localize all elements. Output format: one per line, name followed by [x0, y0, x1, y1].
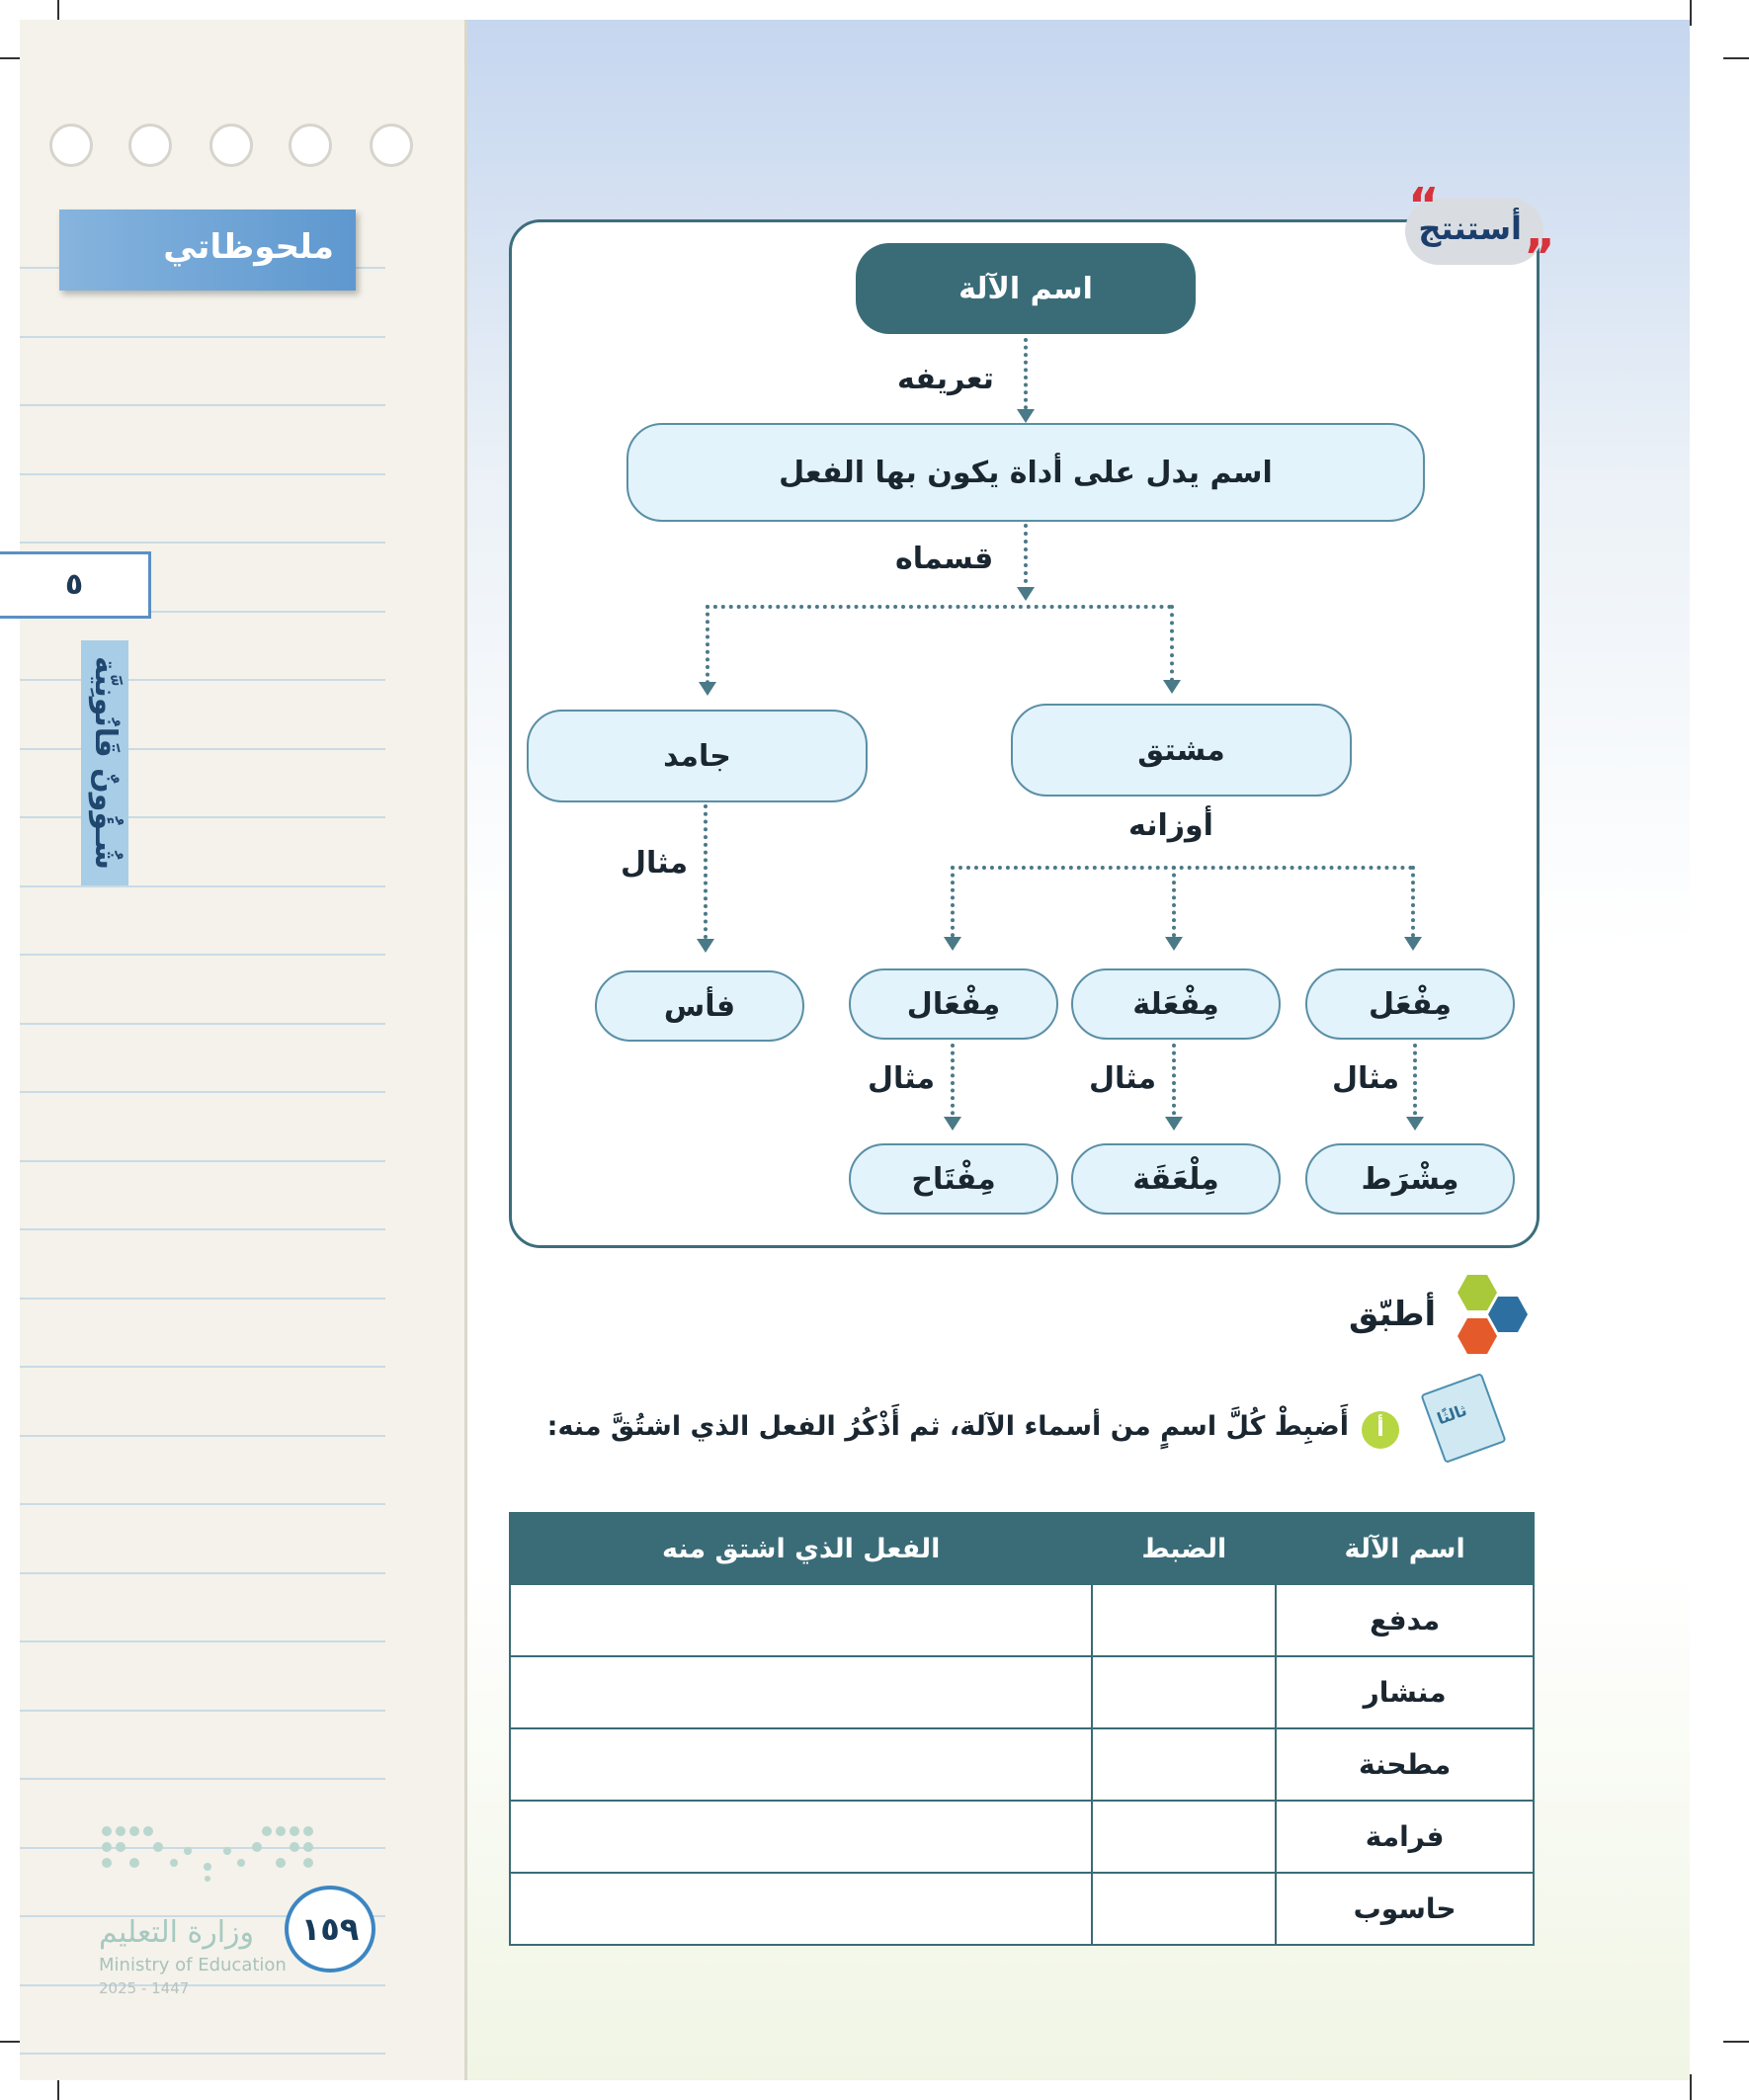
binder-hole [289, 124, 332, 167]
connector-line [706, 605, 1172, 609]
patterns-label: أوزانه [1128, 808, 1213, 843]
answer-cell[interactable] [1092, 1801, 1276, 1873]
ruled-line [20, 1091, 385, 1093]
tool-name-cell: مدفع [1276, 1584, 1534, 1656]
notes-tab [59, 210, 356, 291]
ruled-line [20, 1023, 385, 1025]
ruled-line [20, 1435, 385, 1437]
definition-label: تعريفه [897, 362, 994, 396]
table-row [510, 1873, 1534, 1945]
answer-cell[interactable] [1092, 1656, 1276, 1728]
ruled-line [20, 885, 385, 887]
ruled-line [20, 404, 385, 406]
answer-cell[interactable] [510, 1584, 1092, 1656]
instruction-text: أَضبِطْ كُلَّ اسمٍ من أسماء الآلة، ثم أَذْكُرُ الفعل الذي اشتُقَّ منه: [546, 1411, 1349, 1442]
quote-open-icon: “ [1408, 178, 1440, 233]
notes-panel [20, 20, 467, 2080]
arrow-icon [944, 1117, 961, 1131]
arrow-icon [699, 682, 716, 696]
answer-cell[interactable] [1092, 1728, 1276, 1801]
unit-title-ribbon: شُـؤُونٌ قَانُونِيَّة [81, 640, 128, 885]
answer-cell[interactable] [1092, 1584, 1276, 1656]
ruled-line [20, 748, 385, 750]
table-header: اسم الآلة [1276, 1513, 1534, 1584]
example-label: مثال [1089, 1061, 1157, 1096]
connector-line [704, 804, 708, 947]
connector-line [1411, 866, 1415, 945]
connector-line [706, 605, 709, 692]
answer-cell[interactable] [1092, 1873, 1276, 1945]
example-node: مِلْعَقَة [1071, 1143, 1281, 1215]
arrow-icon [1404, 937, 1422, 951]
arrow-icon [944, 937, 961, 951]
apply-title: أطبّق [1349, 1295, 1437, 1334]
connector-line [1024, 338, 1028, 417]
pattern-node: مِفْعَل [1305, 968, 1515, 1040]
ruled-line [20, 2053, 385, 2055]
table-row [510, 1584, 1534, 1656]
crop-mark [1690, 2074, 1692, 2100]
binder-hole [128, 124, 172, 167]
root-node: اسم الآلة [856, 243, 1196, 334]
ruled-line [20, 1778, 385, 1780]
quote-close-icon: ” [1524, 229, 1555, 285]
pattern-node: مِفْعَلة [1071, 968, 1281, 1040]
ruled-line [20, 1366, 385, 1368]
ministry-name-en: Ministry of Education [99, 1955, 287, 1975]
ruled-line [20, 1710, 385, 1712]
unit-number: ٥ [0, 551, 151, 619]
exercise-table [509, 1512, 1535, 1946]
binder-hole [370, 124, 413, 167]
solid-example-node: فأس [595, 970, 804, 1042]
ruled-line [20, 473, 385, 475]
tool-name-cell: مطحنة [1276, 1728, 1534, 1801]
tool-name-cell: حاسوب [1276, 1873, 1534, 1945]
ruled-line [20, 542, 385, 544]
ruled-line [20, 1228, 385, 1230]
ruled-line [20, 1503, 385, 1505]
ruled-line [20, 1572, 385, 1574]
connector-line [1170, 605, 1174, 690]
example-label: مثال [621, 846, 689, 881]
arrow-icon [1165, 937, 1183, 951]
types-label: قسماه [895, 542, 994, 576]
arrow-icon [1406, 1117, 1424, 1131]
connector-line [951, 866, 955, 945]
crop-mark [1723, 2041, 1749, 2043]
ministry-logo-icon [99, 1823, 316, 1883]
solid-node: جامد [527, 710, 868, 802]
crop-mark [1723, 57, 1749, 59]
table-header: الضبط [1092, 1513, 1276, 1584]
ruled-line [20, 1298, 385, 1300]
arrow-icon [1165, 1117, 1183, 1131]
derived-node: مشتق [1011, 704, 1352, 797]
ruled-line [20, 1640, 385, 1642]
ruled-line [20, 816, 385, 818]
arrow-icon [1017, 587, 1035, 601]
item-letter: أ [1362, 1411, 1399, 1449]
table-row [510, 1656, 1534, 1728]
answer-cell[interactable] [510, 1728, 1092, 1801]
arrow-icon [1017, 409, 1035, 423]
table-header: الفعل الذي اشتق منه [510, 1513, 1092, 1584]
ruled-line [20, 1984, 385, 1986]
answer-cell[interactable] [510, 1801, 1092, 1873]
pattern-node: مِفْعَال [849, 968, 1058, 1040]
arrow-icon [697, 939, 714, 953]
example-label: مثال [868, 1061, 936, 1096]
connector-line [1172, 866, 1176, 945]
answer-cell[interactable] [510, 1873, 1092, 1945]
connector-line [951, 1044, 955, 1123]
ruled-line [20, 336, 385, 338]
ministry-name-ar: وزارة التعليم [99, 1915, 255, 1950]
example-label: مثال [1332, 1061, 1400, 1096]
deduce-label: أستنتج [1418, 210, 1522, 247]
connector-line [951, 866, 1413, 870]
crop-mark [1690, 0, 1692, 26]
ruled-line [20, 1160, 385, 1162]
table-row [510, 1801, 1534, 1873]
section-badge-label: ثالثًا [1434, 1400, 1469, 1429]
definition-node: اسم يدل على أداة يكون بها الفعل [626, 423, 1425, 522]
notes-title: ملحوظاتي [163, 227, 334, 267]
answer-cell[interactable] [510, 1656, 1092, 1728]
binder-hole [49, 124, 93, 167]
ruled-line [20, 954, 385, 956]
connector-line [1172, 1044, 1176, 1123]
tool-name-cell: فرامة [1276, 1801, 1534, 1873]
tool-name-cell: منشار [1276, 1656, 1534, 1728]
page-number: ١٥٩ [285, 1886, 375, 1973]
binder-hole [209, 124, 253, 167]
example-node: مِفْتَاح [849, 1143, 1058, 1215]
table-row [510, 1728, 1534, 1801]
ministry-year: 2025 - 1447 [99, 1979, 190, 1997]
example-node: مِشْرَط [1305, 1143, 1515, 1215]
arrow-icon [1163, 680, 1181, 694]
ruled-line [20, 679, 385, 681]
connector-line [1413, 1044, 1417, 1123]
